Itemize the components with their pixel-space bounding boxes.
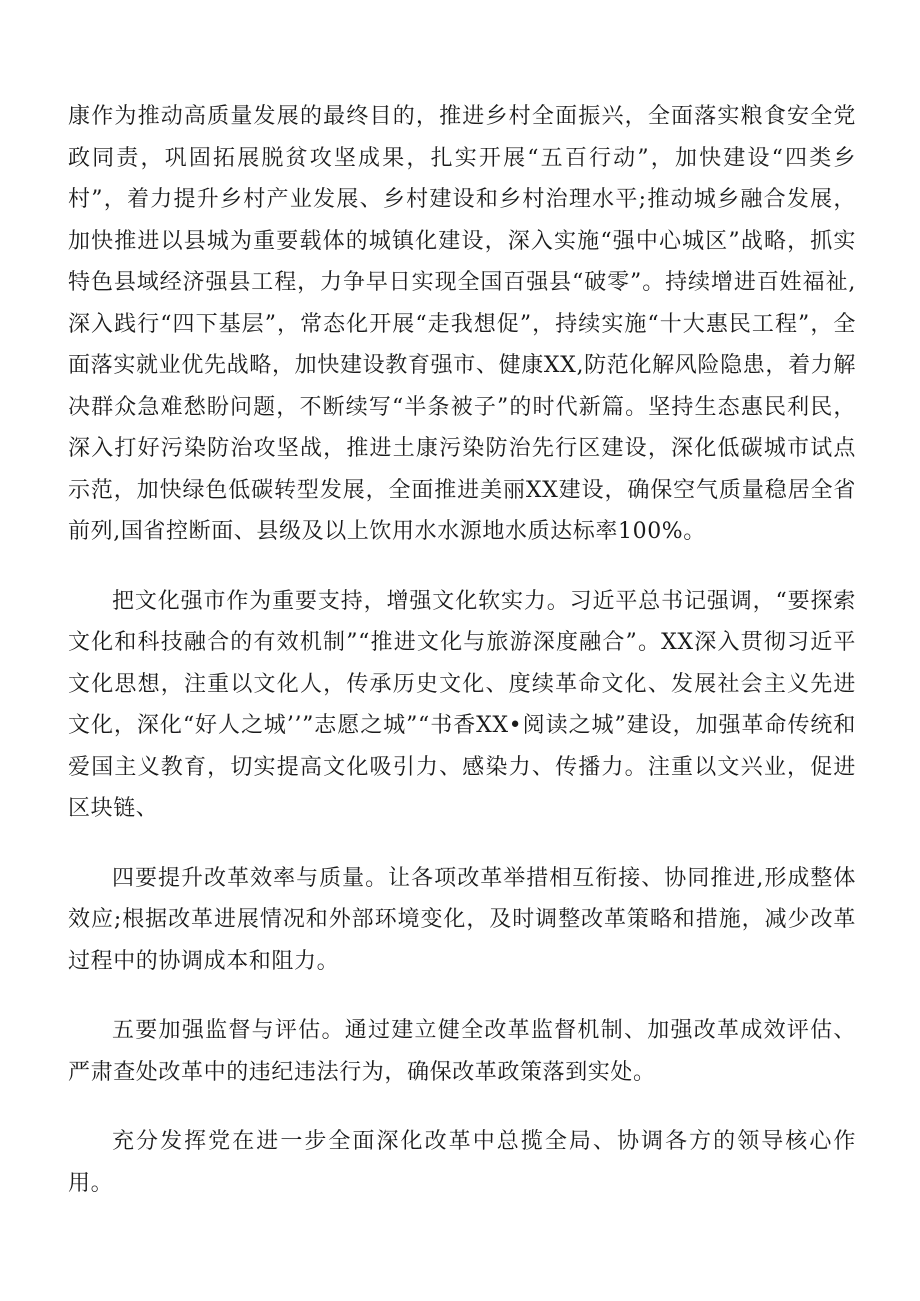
paragraph-continuation: 康作为推动高质量发展的最终目的，推进乡村全面振兴，全面落实粮食安全党政同责，巩固拓展脱贫攻坚成果，扎实开展“五百行动”，加快建设“四类乡村”，着力提升乡村产业发展、乡村建设和乡村治理水平;推动城乡融合发展，加快推进以县城为重要载体的城镇化建设，深入实施“强中心城区”战略，抓实特色县域经济强县工程，力争早日实现全国百强县“破零”。持续增进百姓福祉,深入践行“四下基层”，常态化开展“走我想促”，持续实施“十大惠民工程”，全面落实就业优先战略，加快建设教育强市、健康XX,防范化解风险隐患，着力解决群众急难愁盼问题，不断续写“半条被子”的时代新篇。坚持生态惠民利民，深入打好污染防治攻坚战，推进土康污染防治先行区建设，深化低碳城市试点示范，加快绿色低碳转型发展，全面推进美丽XX建设，确保空气质量稳居全省前列,国省控断面、县级及以上饮用水水源地水质达标率100%。	[68, 104, 856, 544]
paragraph-party-leadership: 充分发挥党在进一步全面深化改革中总揽全局、协调各方的领导核心作用。	[68, 1129, 856, 1196]
paragraph-culture: 把文化强市作为重要支持，增强文化软实力。习近平总书记强调，“要探索文化和科技融合的有效机制”“推进文化与旅游深度融合”。XX深入贯彻习近平文化思想，注重以文化人，传承历史文化、度续革命文化、发展社会主义先进文化，深化“好人之城’’”志愿之城”“书香XX•阅读之城”建设，加强革命传统和爱国主义教育，切实提高文化吸引力、感染力、传播力。注重以文兴业，促进区块链、	[68, 588, 856, 821]
paragraph-supervision: 五要加强监督与评估。通过建立健全改革监督机制、加强改革成效评估、严肃查处改革中的违纪违法行为，确保改革政策落到实处。	[68, 1018, 856, 1085]
paragraph-reform-efficiency: 四要提升改革效率与质量。让各项改革举措相互衔接、协同推进,形成整体效应;根据改革进展情况和外部环境变化，及时调整改革策略和措施，减少改革过程中的协调成本和阻力。	[68, 865, 856, 974]
